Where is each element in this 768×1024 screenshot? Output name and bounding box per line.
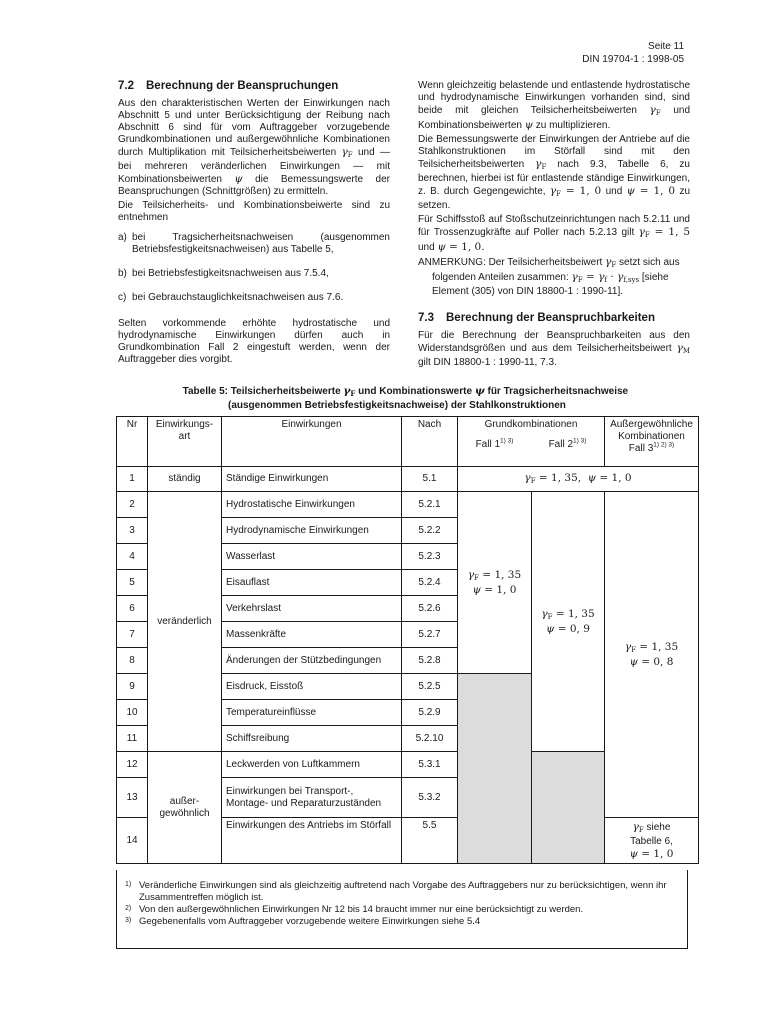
cell-einwirkung: Massenkräfte [222,622,402,648]
text: zu setzen. [418,186,690,211]
cell-nr: 13 [117,778,148,818]
gamma-m-symbol: $\gamma_M$ [676,342,691,355]
gamma-f-symbol: $\gamma_F$ [343,385,356,398]
cell-fall3-factors: $\gamma_F = 1$, 35 ψ = 0, 8 [605,492,699,818]
list-text: bei Tragsicherheitsnachweisen (ausgenommen Betriebsfestigkeitsnachweisen) aus Tabelle 5, [132,232,390,255]
cell-factors-row1: $\gamma_F = 1$, 35, ψ = 1, 0 [458,467,699,492]
cell-nach: 5.2.7 [402,622,458,648]
text: und [605,186,623,197]
section-title: Berechnung der Beanspruchbarkeiten [446,312,655,324]
footnote-text: Gegebenenfalls vom Auftraggeber vorzugebende weitere Einwirkungen siehe 5.4 [139,916,481,927]
cell-nach: 5.5 [402,818,458,864]
cell-einwirkung: Hydrodynamische Einwirkungen [222,518,402,544]
page-header [582,40,684,66]
cell-nr: 7 [117,622,148,648]
text: Für Schiffsstoß auf Stoßschutzeinrichtungen nach 5.2.11 und für Trossenzugkräfte auf Poller nach 5.2.13 gilt [418,214,690,238]
cell-nach: 5.1 [402,467,458,492]
cell-nr: 14 [117,818,148,864]
cell-nr: 12 [117,752,148,778]
footnote [125,904,679,916]
cell-fall1-empty [458,674,532,864]
cell-nach: 5.2.2 [402,518,458,544]
header-fall2: Fall $2^{1) 3)}$ [548,437,587,450]
cell-nach: 5.3.2 [402,778,458,818]
psi-symbol: ψ [524,119,533,131]
cell-einwirkung: Wasserlast [222,544,402,570]
text: Für die Berechnung der Beanspruchbarkeiten aus den Widerstandsgrößen und aus dem Teilsicherheitsbeiwert [418,330,690,354]
cell-nr: 6 [117,596,148,622]
footnote [125,880,679,904]
list-item [118,232,390,256]
paragraph [118,98,390,198]
cell-fall2-factors: $\gamma_F = 1$, 35 ψ = 0, 9 [532,492,605,752]
cell-einwirkung: Verkehrslast [222,596,402,622]
cell-nach: 5.2.6 [402,596,458,622]
right-column [418,80,690,371]
text: [siehe Element (305) von DIN 18800-1 : 1990-11]. [432,272,669,297]
list-text: bei Betriebsfestigkeitsnachweisen aus 7.5.4, [132,268,329,279]
paragraph: Selten vorkommende erhöhte hydrostatische und hydrodynamische Einwirkungen dürfen auch in Grundkombination Fall 2 eingestuft werden, wenn der Auftraggeber dies vorgibt. [118,318,390,365]
section-title: Berechnung der Beanspruchungen [146,80,339,92]
page-number: Seite 11 [648,41,684,52]
header-grund-label: Grundkombinationen [484,419,578,430]
footnote-marker: 2) [125,905,132,912]
text: Die Bemessungswerte der Einwirkungen der Antriebe auf die Stahlkonstruktionen im Störfall sind mit den Teilsicherheitsbeiwerten [418,134,690,170]
footnote-text: Von den außergewöhnlichen Einwirkungen Nr 12 bis 14 braucht immer nur eine berücksichtigt zu werden. [139,904,584,915]
note [418,256,690,298]
cell-einwirkung: Eisdruck, Eisstoß [222,674,402,700]
equation: ψ = 1, 0 [626,185,676,197]
gamma-f-symbol: $\gamma_F$ [341,146,353,159]
cell-einwirkung: Hydrostatische Einwirkungen [222,492,402,518]
cell-nach: 5.3.1 [402,752,458,778]
text: zu multiplizieren. [535,120,611,131]
cell-art: außer-gewöhnlich [148,752,222,864]
header-einwirkungen: Einwirkungen [222,417,402,467]
paragraph [418,134,690,212]
header-art: Einwirkungs-art [148,417,222,467]
cell-nr: 2 [117,492,148,518]
cell-einwirkung: Einwirkungen bei Transport-, Montage- und Reparaturzuständen [222,778,402,818]
text: und Kombinationswerte [358,386,473,397]
header-nach: Nach [402,417,458,467]
list-marker: a) [118,232,127,243]
text: nach 9.3, Tabelle 6, zu berechnen, hierbei ist für entlastende ständige Einwirkungen, z. B. durch Gegengewichte, [418,159,690,197]
footnote-text: Veränderliche Einwirkungen sind als gleichzeitig auftretend nach Vorgabe des Auftraggebers nur zu berücksichtigen, wenn ihr Zusammentreffen möglich ist. [139,880,667,903]
text: und [418,242,435,253]
cell-nach: 5.2.8 [402,648,458,674]
text: gilt DIN 18800-1 : 1990-11, 7.3. [418,357,557,368]
text: Wenn gleichzeitig belastende und entlastende hydrostatische und hydrodynamische Einwirkungen vorhanden sind, sind beide mit gleichen Teilsicherheitsbeiwerten [418,80,690,116]
table-row [117,492,699,518]
equation: $\gamma_F = \gamma_f \cdot \gamma_{f,sys}$ [571,271,640,284]
header-grund [458,417,605,467]
cell-nr: 11 [117,726,148,752]
cell-nach: 5.2.9 [402,700,458,726]
paragraph [418,214,690,254]
cell-einwirkung: Änderungen der Stützbedingungen [222,648,402,674]
list-item [118,268,390,280]
list-item [118,292,390,304]
header-fall3: Außergewöhnliche Kombinationen Fall $3^{1) 2) 3)}$ [605,417,699,467]
text: Der Teilsicherheitsbeiwert [488,257,603,268]
psi-symbol: ψ [234,173,243,185]
standard-id: DIN 19704-1 : 1998-05 [582,54,684,65]
cell-einwirkung: Schiffsreibung [222,726,402,752]
gamma-f-symbol: $\gamma_F$ [649,104,661,117]
equation: ψ = 1, 0. [437,241,485,253]
cell-einwirkung: Eisauflast [222,570,402,596]
cell-einwirkung: Temperatureinflüsse [222,700,402,726]
cell-nr: 1 [117,467,148,492]
table-row [117,467,699,492]
gamma-f-symbol: $\gamma_F$ [535,158,547,171]
header-fall1: Fall $1^{1) 3)}$ [475,437,514,450]
list-text: bei Gebrauchstauglichkeitsnachweisen aus 7.6. [132,292,344,303]
cell-art: ständig [148,467,222,492]
cell-nr: 9 [117,674,148,700]
cell-fall3-row14: $\gamma_F$ siehe Tabelle 6, ψ = 1, 0 [605,818,699,864]
table-caption [118,385,686,412]
paragraph: Die Teilsicherheits- und Kombinationsbeiwerte sind zu entnehmen [118,200,390,223]
header-faelle [458,439,604,451]
footnotes [116,870,688,949]
note-label: ANMERKUNG: [418,257,486,268]
text: Aus den charakteristischen Werten der Einwirkungen nach Abschnitt 5 und unter Berücksichtigung der Reibung nach Abschnitt 6 sind für vom Auftraggeber vorzugebende Grundkombinationen und außergewöhnliche Kombinationen durch Multiplikation mit Teilsicherheitsbeiwerten [118,98,390,158]
cell-einwirkung: Leckwerden von Luftkammern [222,752,402,778]
text: für Tragsicherheitsnachweise [487,386,629,397]
table-5 [116,416,699,864]
list-marker: b) [118,268,127,279]
text: setzt sich aus folgenden Anteilen zusammen: [432,257,680,283]
footnote [125,916,679,928]
section-heading-7-2 [118,80,390,92]
equation: $\gamma_F = 1$, 5 [638,226,691,239]
footnote-marker: 1) [125,881,132,888]
list-marker: c) [118,292,127,303]
cell-einwirkung: Einwirkungen des Antriebs im Störfall [222,818,402,864]
cell-nr: 10 [117,700,148,726]
gamma-f-symbol: $\gamma_F$ [605,256,617,269]
footnote-marker: 3) [125,917,132,924]
paragraph [418,80,690,132]
cell-nr: 3 [117,518,148,544]
equation: $\gamma_F = 1$, 0 [549,185,602,198]
section-number: 7.3 [418,312,434,324]
cell-nach: 5.2.3 [402,544,458,570]
caption-line2: (ausgenommen Betriebsfestigkeitsnachweise) der Stahlkonstruktionen [228,400,566,411]
cell-fall2-empty [532,752,605,864]
header-nr: Nr [117,417,148,467]
table-header-row [117,417,699,467]
cell-nr: 8 [117,648,148,674]
text: und — bei mehreren veränderlichen Einwirkungen — mit Kombinationsbeiwerten [118,147,391,185]
cell-nach: 5.2.5 [402,674,458,700]
cell-nach: 5.2.1 [402,492,458,518]
paragraph [418,330,690,369]
text: die Bemessungswerte der Beanspruchungen (Schnittgrößen) zu ermitteln. [118,174,390,197]
cell-art: veränderlich [148,492,222,752]
left-column [118,80,390,368]
cell-nach: 5.2.4 [402,570,458,596]
cell-einwirkung: Ständige Einwirkungen [222,467,402,492]
section-number: 7.2 [118,80,134,92]
cell-nr: 4 [117,544,148,570]
caption-label: Tabelle 5: [182,386,228,397]
section-heading-7-3 [418,312,690,324]
text: und Kombinationsbeiwerten [418,105,691,131]
cell-fall1-factors: $\gamma_F = 1$, 35 ψ = 1, 0 [458,492,532,674]
cell-nr: 5 [117,570,148,596]
psi-symbol: ψ [474,385,485,397]
text: Teilsicherheitsbeiwerte [230,386,341,397]
cell-nach: 5.2.10 [402,726,458,752]
